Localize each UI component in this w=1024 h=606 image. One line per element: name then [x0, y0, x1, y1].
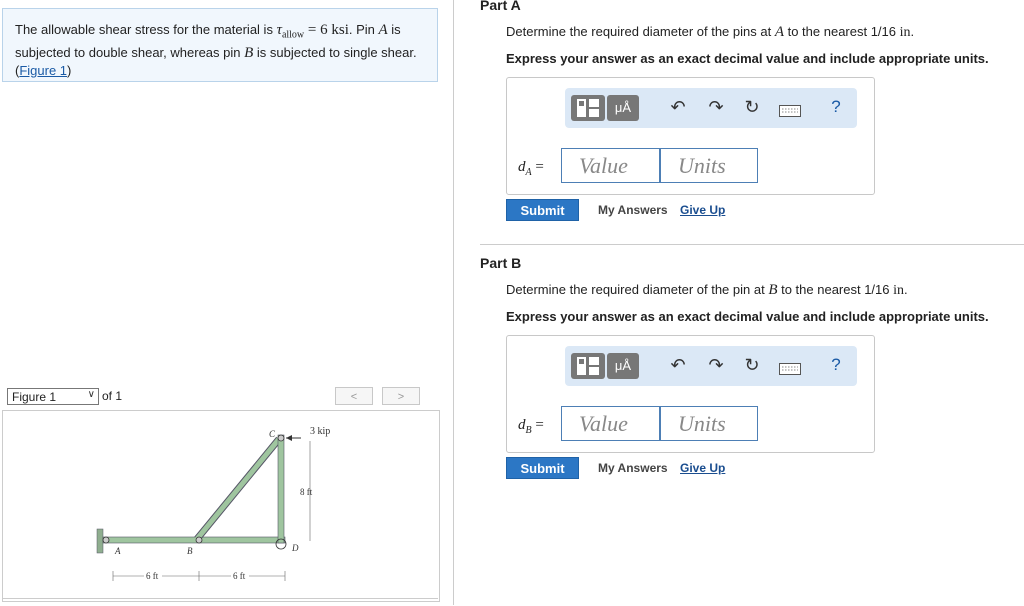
diagonal-member	[197, 439, 279, 539]
part-b-value-input[interactable]: Value	[561, 406, 660, 441]
units-icon[interactable]: μÅ	[607, 353, 639, 379]
vertical-member	[278, 435, 284, 543]
part-b-answer-box	[506, 335, 875, 453]
help-icon[interactable]: ?	[831, 97, 841, 116]
part-b-submit-button[interactable]: Submit	[506, 457, 579, 479]
part-b-units-input[interactable]: Units	[660, 406, 758, 441]
part-a-variable: $d_A$ =	[518, 159, 544, 178]
figure-panel	[2, 410, 440, 602]
undo-icon[interactable]: ↶	[670, 355, 686, 375]
part-a-toolbar	[565, 88, 857, 128]
part-a-answer-box	[506, 77, 875, 195]
part-a-value-input[interactable]: Value	[561, 148, 660, 183]
templates-icon[interactable]	[571, 95, 605, 121]
part-a-units-input[interactable]: Units	[660, 148, 758, 183]
part-b-variable: $d_B$ =	[518, 417, 544, 436]
units-icon[interactable]: μÅ	[607, 95, 639, 121]
label-d: D	[292, 543, 299, 553]
help-icon[interactable]: ?	[831, 355, 841, 374]
redo-icon[interactable]: ↷	[708, 355, 724, 375]
part-b-give-up-link[interactable]: Give Up	[680, 461, 726, 475]
part-a-give-up-link[interactable]: Give Up	[680, 203, 726, 217]
part-divider	[480, 244, 1024, 245]
label-a: A	[115, 546, 121, 556]
part-a-title: Part A	[480, 0, 521, 13]
span2-label: 6 ft	[233, 571, 246, 581]
undo-icon[interactable]: ↶	[670, 97, 686, 117]
part-b-instruction: Express your answer as an exact decimal value and include appropriate units.	[506, 309, 989, 324]
figure-navigation	[5, 387, 438, 409]
horizontal-member	[103, 537, 285, 543]
right-panel	[454, 0, 1024, 605]
span1-label: 6 ft	[146, 571, 159, 581]
left-panel	[0, 0, 454, 605]
part-b-title: Part B	[480, 255, 522, 271]
height-label: 8 ft	[300, 487, 313, 497]
pin-b	[196, 537, 202, 543]
part-a-my-answers-link[interactable]: My Answers	[598, 203, 668, 217]
part-a-question: Determine the required diameter of the pins at A to the nearest 1/16 in.	[506, 24, 915, 40]
redo-icon[interactable]: ↷	[708, 97, 724, 117]
pin-a	[103, 537, 109, 543]
figure-link[interactable]: Figure 1	[19, 62, 68, 78]
label-b: B	[187, 546, 193, 556]
figure-select[interactable]: Figure 1 ∨	[7, 388, 99, 405]
part-a-instruction: Express your answer as an exact decimal value and include appropriate units.	[506, 51, 989, 66]
load-arrowhead	[286, 435, 292, 441]
figure-count: of 1	[102, 389, 123, 403]
reset-icon[interactable]: ↻	[744, 355, 760, 375]
problem-statement: The allowable shear stress for the material is $\tau_{allow} = 6$ ksi. Pin A is subjected to double shear, whereas pin B is subjected to single shear. (Figure 1)	[2, 8, 438, 82]
wall-support	[97, 529, 103, 553]
templates-icon[interactable]	[571, 353, 605, 379]
tau-symbol: τ	[276, 22, 282, 38]
prev-figure-button[interactable]: <	[335, 387, 373, 405]
part-b-my-answers-link[interactable]: My Answers	[598, 461, 668, 475]
frame-diagram	[3, 411, 439, 601]
chevron-down-icon: ∨	[87, 389, 95, 400]
part-b-question: Determine the required diameter of the pin at B to the nearest 1/16 in.	[506, 282, 908, 298]
part-b-toolbar	[565, 346, 857, 386]
next-figure-button[interactable]: >	[382, 387, 420, 405]
keyboard-icon[interactable]	[779, 101, 801, 122]
part-a-submit-button[interactable]: Submit	[506, 199, 579, 221]
load-label: 3 kip	[310, 426, 331, 437]
label-c: C	[269, 429, 276, 439]
pin-c	[278, 435, 284, 441]
keyboard-icon[interactable]	[779, 359, 801, 380]
reset-icon[interactable]: ↻	[744, 97, 760, 117]
